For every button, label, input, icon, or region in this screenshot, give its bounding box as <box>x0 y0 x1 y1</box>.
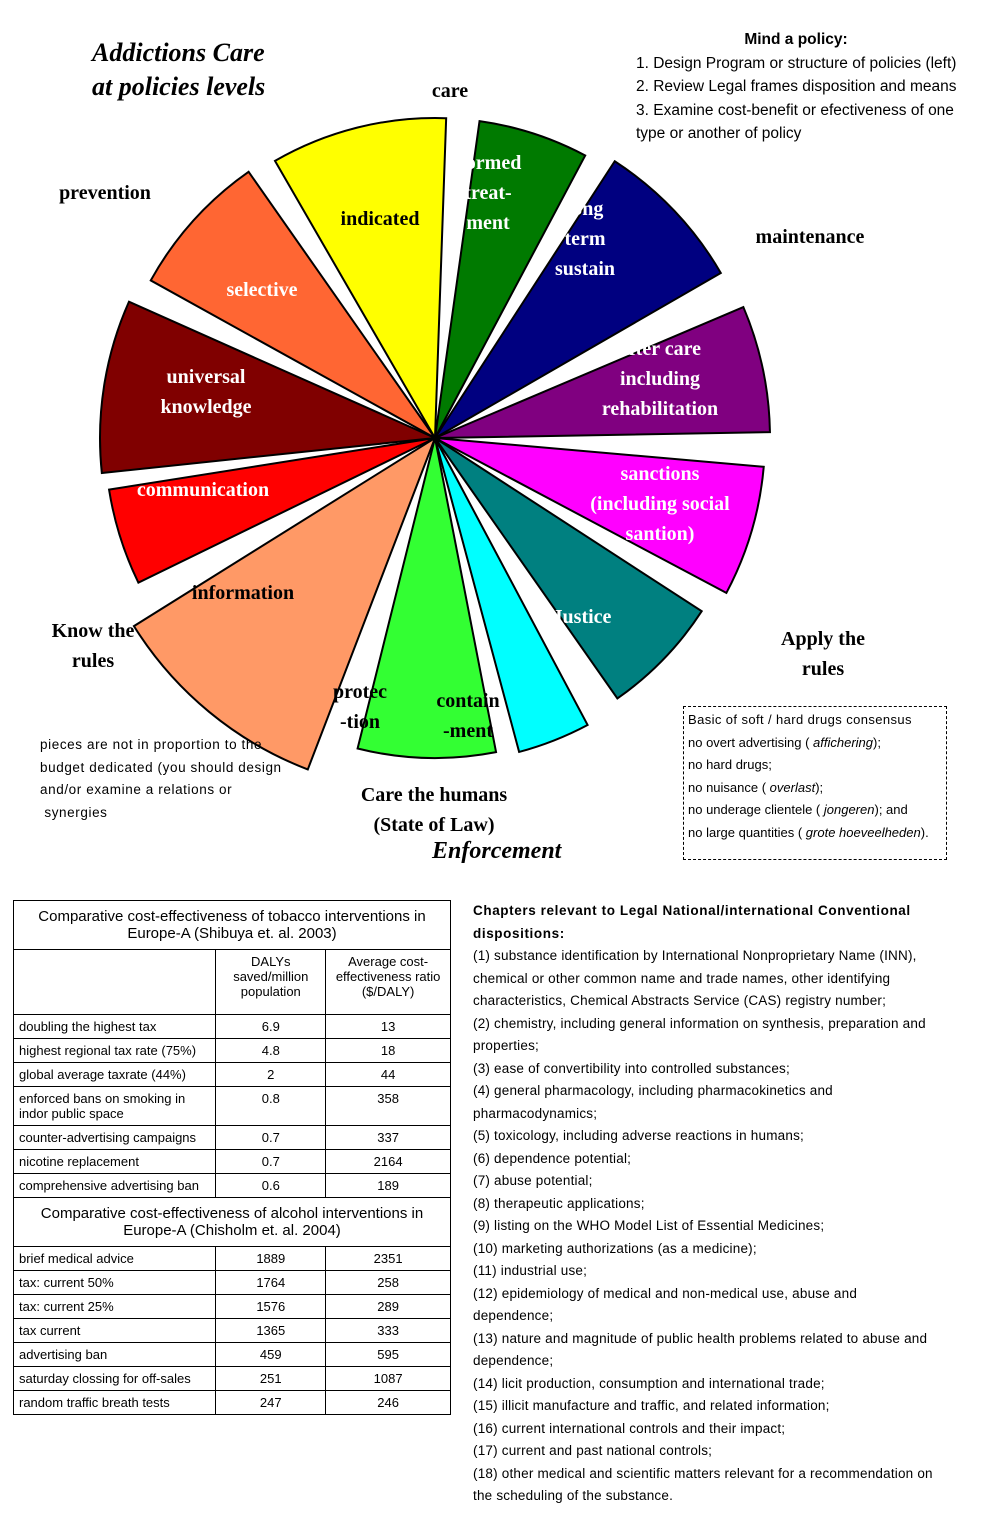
chapter-item: (10) marketing authorizations (as a medicine); <box>473 1240 757 1256</box>
care-humans-line-2: (State of Law) <box>373 814 495 836</box>
ratio-cell: 189 <box>326 1174 451 1198</box>
chapter-item: (3) ease of convertibility into controlled substances; <box>473 1060 790 1076</box>
intervention-cell: random traffic breath tests <box>14 1391 216 1415</box>
dalys-cell: 2 <box>216 1063 326 1087</box>
care-humans-line-1: Care the humans <box>360 784 508 806</box>
dalys-cell: 1764 <box>216 1271 326 1295</box>
chapter-item: (4) general pharmacology, including pharmacokinetics and pharmacodynamics; <box>473 1083 833 1121</box>
table-row <box>14 1295 451 1319</box>
wheel-segment-label: contain -ment <box>436 690 500 742</box>
dalys-cell: 0.7 <box>216 1150 326 1174</box>
consensus-line: no nuisance ( overlast); <box>688 779 824 795</box>
consensus-heading: Basic of soft / hard drugs consensus <box>688 712 912 727</box>
consensus-box <box>683 706 947 860</box>
policy-heading: Mind a policy: <box>744 31 848 48</box>
dalys-cell: 6.9 <box>216 1015 326 1039</box>
note-line-4: synergies <box>40 804 108 820</box>
title-line-2: at policies levels <box>92 72 266 101</box>
chapters-list <box>473 900 933 1508</box>
wheel-segment-label: sanctions (including social santion) <box>590 463 730 545</box>
table-header-row <box>14 950 451 1015</box>
ratio-cell: 2164 <box>326 1150 451 1174</box>
table-row <box>14 1367 451 1391</box>
ratio-cell: 289 <box>326 1295 451 1319</box>
table-caption-row <box>14 1198 451 1247</box>
chapter-item: (12) epidemiology of medical and non-medical use, abuse and dependence; <box>473 1285 858 1323</box>
chapters-heading: Chapters relevant to Legal National/international Conventional dispositions: <box>473 903 911 941</box>
label-apply-rules <box>758 624 888 684</box>
apply-rules-line-2: rules <box>801 658 845 680</box>
chapter-item: (1) substance identification by International Nonproprietary Name (INN), chemical or other common name and trade names, other identifying characteristics, Chemical Abstracts Service (CAS) registry number; <box>473 948 917 1008</box>
wheel-segment-label: information <box>191 582 295 604</box>
wheel-segment-label: universal knowledge <box>160 366 252 418</box>
table-row <box>14 1174 451 1198</box>
table-row <box>14 1271 451 1295</box>
wheel-segment-label: protec -tion <box>332 681 388 733</box>
intervention-cell: doubling the highest tax <box>14 1015 216 1039</box>
dalys-cell: 459 <box>216 1343 326 1367</box>
ratio-cell: 333 <box>326 1319 451 1343</box>
wheel-segment-label: long term sustain <box>554 198 616 280</box>
wheel-segment-label: communication <box>136 479 270 501</box>
intervention-cell: highest regional tax rate (75%) <box>14 1039 216 1063</box>
ratio-cell: 337 <box>326 1126 451 1150</box>
dalys-cell: 0.8 <box>216 1087 326 1126</box>
label-care-humans <box>334 780 534 840</box>
wheel-segment-label: selective <box>226 279 298 301</box>
chapter-item: (18) other medical and scientific matters relevant for a recommendation on the scheduling of the substance. <box>473 1465 933 1503</box>
ratio-cell: 13 <box>326 1015 451 1039</box>
intervention-cell: tax: current 25% <box>14 1295 216 1319</box>
ratio-cell: 258 <box>326 1271 451 1295</box>
note-line-1: pieces are not in proportion to the <box>40 737 263 752</box>
table-row <box>14 1039 451 1063</box>
consensus-line: no underage clientele ( jongeren); and <box>688 802 908 817</box>
dalys-cell: 1365 <box>216 1319 326 1343</box>
policy-item-1: 1. Design Program or structure of policies (left) <box>636 54 957 72</box>
table-row <box>14 1343 451 1367</box>
intervention-cell: tax current <box>14 1319 216 1343</box>
title-line-1: Addictions Care <box>92 38 265 67</box>
intervention-cell: counter-advertising campaigns <box>14 1126 216 1150</box>
wheel-segment-label: Justice <box>552 606 612 628</box>
label-prevention: prevention <box>59 182 151 204</box>
ratio-cell: 18 <box>326 1039 451 1063</box>
table-caption-row <box>14 901 451 950</box>
table-row <box>14 1391 451 1415</box>
intervention-cell: global average taxrate (44%) <box>14 1063 216 1087</box>
ratio-cell: 358 <box>326 1087 451 1126</box>
label-know-rules <box>28 616 158 676</box>
wheel-segment-label: normed treat-ment <box>454 152 522 234</box>
ratio-cell: 595 <box>326 1343 451 1367</box>
column-header: Average cost-effectiveness ratio ($/DALY) <box>326 950 451 1015</box>
label-maintenance: maintenance <box>755 226 865 248</box>
dalys-cell: 0.7 <box>216 1126 326 1150</box>
wheel-segment-label: indicated <box>340 208 420 230</box>
cost-effectiveness-tables <box>13 900 451 1415</box>
table-row <box>14 1319 451 1343</box>
ratio-cell: 1087 <box>326 1367 451 1391</box>
intervention-cell: saturday clossing for off-sales <box>14 1367 216 1391</box>
dalys-cell: 1889 <box>216 1247 326 1271</box>
chapter-items <box>473 945 933 1508</box>
dalys-cell: 4.8 <box>216 1039 326 1063</box>
chapter-item: (17) current and past national controls; <box>473 1443 713 1458</box>
dalys-cell: 247 <box>216 1391 326 1415</box>
chapter-item: (5) toxicology, including adverse reactions in humans; <box>473 1128 804 1143</box>
ratio-cell: 2351 <box>326 1247 451 1271</box>
intervention-cell: brief medical advice <box>14 1247 216 1271</box>
chapter-item: (14) licit production, consumption and international trade; <box>473 1375 825 1391</box>
consensus-line: no overt advertising ( affichering); <box>688 734 881 750</box>
intervention-cell: tax: current 50% <box>14 1271 216 1295</box>
intervention-cell: enforced bans on smoking in indor public space <box>14 1087 216 1126</box>
know-rules-line-1: Know the <box>51 620 135 642</box>
intervention-cell: comprehensive advertising ban <box>14 1174 216 1198</box>
ratio-cell: 246 <box>326 1391 451 1415</box>
consensus-line: no large quantities ( grote hoeveelheden). <box>688 824 929 840</box>
know-rules-line-2: rules <box>71 650 115 672</box>
chapter-item: (8) therapeutic applications; <box>473 1195 645 1211</box>
chapter-item: (13) nature and magnitude of public health problems related to abuse and dependence; <box>473 1330 928 1368</box>
table-row <box>14 1150 451 1174</box>
wheel-segment-label: after care including rehabilitation <box>601 338 719 420</box>
table-row <box>14 1087 451 1126</box>
proportion-note <box>40 734 330 824</box>
enforcement-label: Enforcement <box>432 838 562 864</box>
label-care: care <box>431 80 469 102</box>
apply-rules-line-1: Apply the <box>781 628 865 650</box>
table-row <box>14 1247 451 1271</box>
dalys-cell: 1576 <box>216 1295 326 1319</box>
intervention-cell: advertising ban <box>14 1343 216 1367</box>
policy-item-2: 2. Review Legal frames disposition and means <box>636 78 957 95</box>
note-line-3: and/or examine a relations or <box>40 782 233 797</box>
ratio-cell: 44 <box>326 1063 451 1087</box>
tobacco-table-caption: Comparative cost-effectiveness of tobacco interventions in Europe-A (Shibuya et. al. 2003) <box>14 901 451 950</box>
chapter-item: (9) listing on the WHO Model List of Essential Medicines; <box>473 1218 825 1233</box>
column-header <box>14 950 216 1015</box>
chapter-item: (16) current international controls and their impact; <box>473 1420 786 1436</box>
table-row <box>14 1015 451 1039</box>
chapter-item: (2) chemistry, including general information on synthesis, preparation and properties; <box>473 1015 926 1053</box>
consensus-line: no hard drugs; <box>688 757 772 772</box>
chapter-item: (6) dependence potential; <box>473 1150 632 1166</box>
table-row <box>14 1063 451 1087</box>
note-line-2: budget dedicated (you should design <box>40 759 282 775</box>
table-row <box>14 1126 451 1150</box>
chapter-item: (7) abuse potential; <box>473 1173 593 1188</box>
column-header: DALYs saved/million population <box>216 950 326 1015</box>
policy-item-3: 3. Examine cost-benefit or efectiveness of one type or another of policy <box>636 101 954 142</box>
chapter-item: (11) industrial use; <box>473 1263 588 1278</box>
intervention-cell: nicotine replacement <box>14 1150 216 1174</box>
dalys-cell: 251 <box>216 1367 326 1391</box>
dalys-cell: 0.6 <box>216 1174 326 1198</box>
alcohol-table-caption: Comparative cost-effectiveness of alcohol interventions in Europe-A (Chisholm et. al. 2004) <box>14 1198 451 1247</box>
chapter-item: (15) illicit manufacture and traffic, and related information; <box>473 1398 830 1413</box>
